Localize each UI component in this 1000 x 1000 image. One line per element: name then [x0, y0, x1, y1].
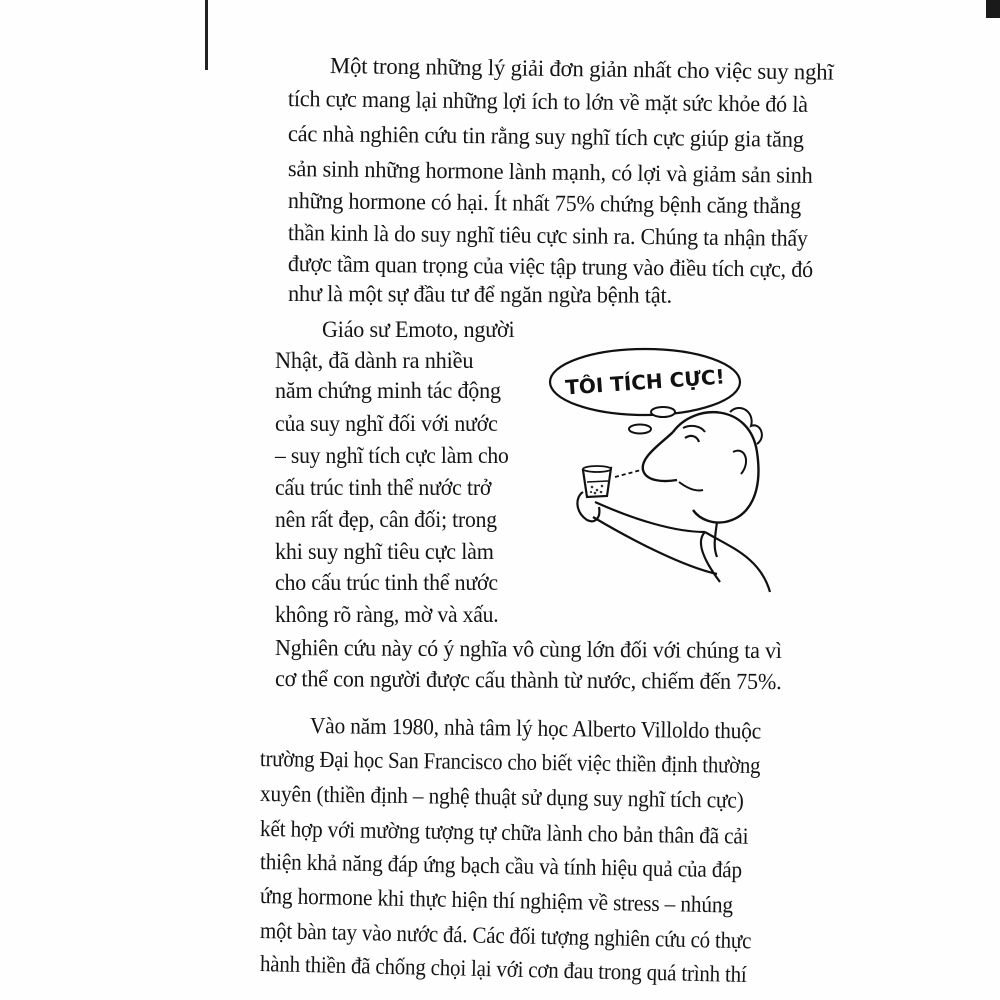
arm-icon — [593, 517, 717, 574]
text-line: Nghiên cứu này có ý nghĩa vô cùng lớn đối với chúng ta vì — [274, 635, 782, 664]
ear-icon — [733, 451, 746, 474]
text-line: hành thiền đã chống chọi lại với cơn đau trong quá trình thí — [259, 951, 747, 988]
text-line: nên rất đẹp, cân đối; trong — [275, 507, 497, 532]
text-line: Nhật, đã dành ra nhiều — [275, 348, 474, 373]
text-line: thiện khả năng đáp ứng bạch cầu và tính hiệu quả của đáp — [259, 849, 743, 883]
text-line: cấu trúc tinh thể nước trở — [275, 475, 492, 500]
text-line: Vào năm 1980, nhà tâm lý học Alberto Villoldo thuộc — [309, 713, 762, 744]
illustration-drawing — [545, 342, 785, 607]
text-line: thần kinh là do suy nghĩ tiêu cực sinh ra. Chúng ta nhận thấy — [287, 220, 808, 251]
text-line: tích cực mang lại những lợi ích to lớn về mặt sức khỏe đó là — [287, 86, 808, 117]
page-edge-corner — [986, 0, 1000, 18]
text-line: xuyên (thiền định – nghệ thuật sử dụng suy nghĩ tích cực) — [259, 781, 744, 813]
text-line: khi suy nghĩ tiêu cực làm — [275, 539, 494, 564]
eye-icon — [685, 436, 699, 442]
thought-dot-icon — [651, 407, 675, 417]
text-line: không rõ ràng, mờ và xấu. — [275, 602, 499, 627]
text-line: các nhà nghiên cứu tin rằng suy nghĩ tích cực giúp gia tăng — [287, 121, 804, 152]
text-line: như là một sự đầu tư để ngăn ngừa bệnh tật. — [287, 281, 672, 308]
text-line: một bàn tay vào nước đá. Các đối tượng nghiên cứu có thực — [259, 918, 752, 954]
illustration-man-with-water — [545, 342, 785, 607]
text-line: cho cấu trúc tinh thể nước — [275, 570, 498, 595]
water-glass-rim-icon — [583, 466, 611, 472]
text-line: Giáo sư Emoto, người — [322, 317, 515, 342]
text-line: được tầm quan trọng của việc tập trung vào điều tích cực, đó — [287, 251, 814, 282]
text-line: năm chứng minh tác động — [275, 378, 501, 403]
text-line: Một trong những lý giải đơn giản nhất cho việc suy nghĩ — [329, 53, 834, 85]
text-line: – suy nghĩ tích cực làm cho — [275, 443, 509, 468]
water-icon — [587, 481, 608, 482]
text-line: sản sinh những hormone lành mạnh, có lợi và giảm sản sinh — [287, 156, 813, 188]
text-line: những hormone có hại. Ít nhất 75% chứng bệnh căng thẳng — [287, 188, 802, 219]
text-line: ứng hormone khi thực hiện thí nghiệm về stress – nhúng — [259, 883, 734, 918]
speech-bubble-text: TÔI TÍCH CỰC! — [564, 364, 726, 400]
eyebrow-icon — [683, 426, 705, 432]
text-line: trường Đại học San Francisco cho biết việc thiền định thường — [259, 746, 761, 778]
gaze-line-icon — [615, 470, 641, 477]
mouth-icon — [679, 482, 703, 491]
text-line: kết hợp với mường tượng tự chữa lành cho bản thân đã cải — [259, 816, 749, 849]
nose-icon — [643, 432, 677, 481]
text-line: cơ thể con người được cấu thành từ nước, chiếm đến 75%. — [274, 666, 782, 695]
text-line: của suy nghĩ đối với nước — [275, 411, 498, 436]
page-edge-line — [205, 0, 208, 70]
thought-dot-icon — [629, 425, 651, 434]
